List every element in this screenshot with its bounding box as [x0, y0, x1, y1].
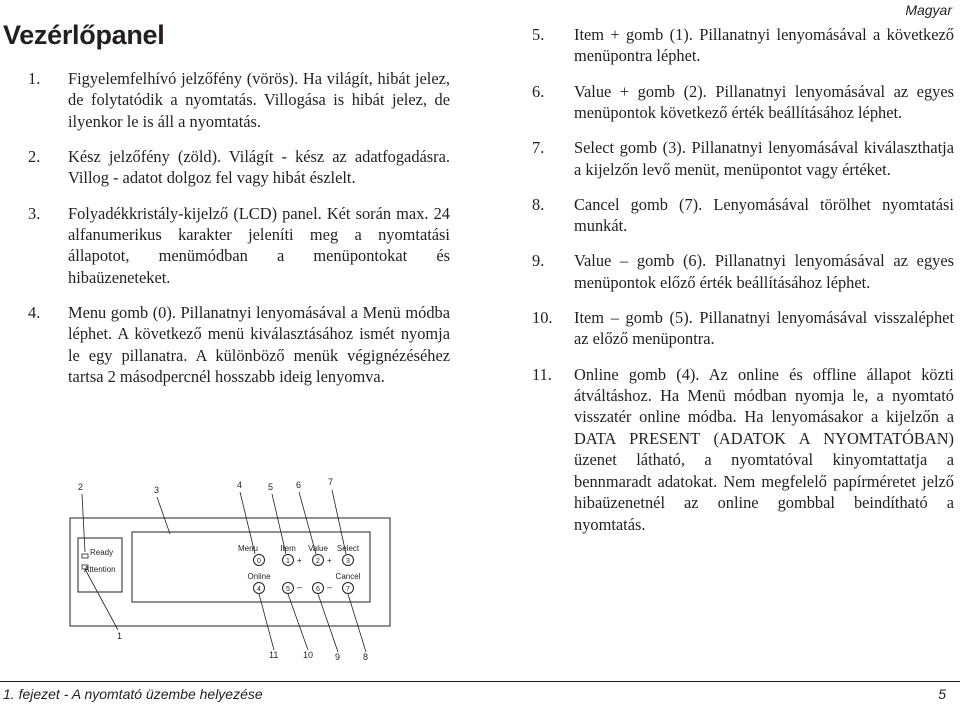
- item-number: 9.: [532, 251, 545, 271]
- item-text: Figyelemfelhívó jelzőfény (vörös). Ha világít, hibát jelez, de folytatódik a nyomtatás. Villogása is hibát jelez, de ilyenkor le is áll a nyomtatás.: [68, 69, 450, 131]
- list-item: [532, 250, 954, 293]
- value-minus-key: 6: [316, 586, 320, 593]
- ready-label: Ready: [90, 548, 114, 557]
- item-text: Cancel gomb (7). Lenyomásával törölhet nyomtatási munkát.: [574, 194, 954, 236]
- cancel-button[interactable]: [343, 583, 354, 594]
- list-item: [532, 364, 954, 535]
- item-number: 11.: [532, 364, 552, 384]
- item-text: Online gomb (4). Az online és offline állapot közti átváltáshoz. Ha Menü módban nyomja le, a nyomtató visszatér online módba. Ha lenyomásakor a kijelzőn a DATA PRESENT (ADATOK A NYOMTATÓBAN) üzenet látható, a nyomtatóval kinyomtattatja a bennmaradt adatokat. Nem megfelelő papírméretet jelző hibaüzenetnél az online gombbal beindítható a nyomtatás.: [574, 364, 954, 534]
- item-plus-button[interactable]: [283, 555, 294, 566]
- item-text: Kész jelzőfény (zöld). Világít - kész az adatfogadásra. Villog - adatot dolgoz fel vagy hibát észlelt.: [68, 147, 450, 188]
- page-title: Vezérlőpanel: [3, 20, 165, 50]
- callout-9: 9: [335, 652, 341, 662]
- select-button[interactable]: [343, 555, 354, 566]
- callout-7: 7: [328, 477, 334, 487]
- item-plus-key: 1: [286, 558, 290, 565]
- item-number: 6.: [532, 81, 545, 101]
- callout-5: 5: [268, 482, 274, 492]
- item-text: Select gomb (3). Pillanatnyi lenyomásával kiválaszthatja a kijelzőn levő menüt, menüpontot vagy értéket.: [574, 138, 954, 179]
- menu-label: Menu: [237, 544, 259, 553]
- item-label: Item: [280, 544, 296, 553]
- callout-8: 8: [363, 652, 369, 662]
- menu-button[interactable]: [254, 555, 265, 566]
- item-text: Menu gomb (0). Pillanatnyi lenyomásával a Menü módba léphet. A következő menü kiválasztásához ismét nyomja le egy pillanatra. A különböző menük végignézéséhez tartsa 2 másodpercnél hosszabb ideig lenyomva.: [68, 303, 450, 387]
- list-item: [532, 137, 954, 180]
- item-number: 3.: [28, 203, 41, 223]
- item-number: 2.: [28, 147, 41, 167]
- item-text: Folyadékkristály-kijelző (LCD) panel. Két során max. 24 alfanumerikus karakter jeleníti meg a nyomtatási állapotot, menümódban a menüpontokat és hibaüzeneteket.: [68, 203, 450, 287]
- callout-6: 6: [296, 480, 302, 490]
- item-number: 1.: [28, 69, 41, 88]
- select-key: 3: [346, 558, 350, 565]
- callout-3: 3: [154, 485, 160, 495]
- value-plus-button[interactable]: [313, 555, 324, 566]
- item-number: 8.: [532, 194, 545, 214]
- list-item: [532, 307, 954, 350]
- online-button[interactable]: [254, 583, 265, 594]
- item-text: Item – gomb (5). Pillanatnyi lenyomásával visszaléphet az előző menüpontra.: [574, 308, 954, 349]
- item-text: Value – gomb (6). Pillanatnyi lenyomásával az egyes menüpontok előző érték beállításához léphet.: [574, 251, 954, 292]
- button-area: [132, 532, 370, 602]
- language-label: Magyar: [905, 2, 952, 18]
- item-number: 4.: [28, 303, 41, 323]
- cancel-label: Cancel: [335, 572, 361, 581]
- callout-10: 10: [303, 650, 314, 660]
- item-minus-button[interactable]: [283, 583, 294, 594]
- plus-mark: +: [327, 556, 332, 565]
- select-label: Select: [336, 544, 360, 553]
- ready-led: [82, 554, 88, 558]
- item-number: 7.: [532, 138, 545, 158]
- item-text: Item + gomb (1). Pillanatnyi lenyomásával a következő menüpontra léphet.: [574, 25, 954, 66]
- list-item: [532, 194, 954, 237]
- attention-label: Attention: [84, 565, 116, 574]
- online-key: 4: [257, 586, 261, 593]
- footer-rule: [0, 681, 960, 682]
- online-label: Online: [247, 572, 271, 581]
- page-number: 5: [938, 686, 946, 702]
- list-item: [532, 24, 954, 67]
- list-item: [28, 146, 450, 189]
- callout-11: 11: [269, 650, 279, 660]
- left-column: [28, 68, 450, 401]
- control-panel-figure: [60, 472, 400, 672]
- right-column: [532, 24, 954, 549]
- footer-chapter: 1. fejezet - A nyomtató üzembe helyezése: [3, 686, 263, 702]
- item-number: 10.: [532, 308, 553, 328]
- list-item: [28, 203, 450, 289]
- callout-1: 1: [117, 631, 123, 641]
- menu-key: 0: [257, 558, 261, 565]
- cancel-key: 7: [346, 586, 350, 593]
- value-label: Value: [308, 544, 328, 553]
- callout-4: 4: [237, 480, 243, 490]
- item-text: Value + gomb (2). Pillanatnyi lenyomásával az egyes menüpontok következő érték beállításához léphet.: [574, 81, 954, 123]
- item-number: 5.: [532, 25, 545, 44]
- leader-lines: [82, 490, 366, 652]
- list-item: [28, 68, 450, 132]
- list-item: [28, 302, 450, 388]
- callout-2: 2: [78, 482, 84, 492]
- minus-mark: –: [327, 582, 333, 592]
- list-item: [532, 81, 954, 124]
- plus-mark: +: [297, 556, 302, 565]
- item-minus-key: 5: [286, 586, 290, 593]
- minus-mark: –: [297, 582, 303, 592]
- value-minus-button[interactable]: [313, 583, 324, 594]
- value-plus-key: 2: [316, 558, 320, 565]
